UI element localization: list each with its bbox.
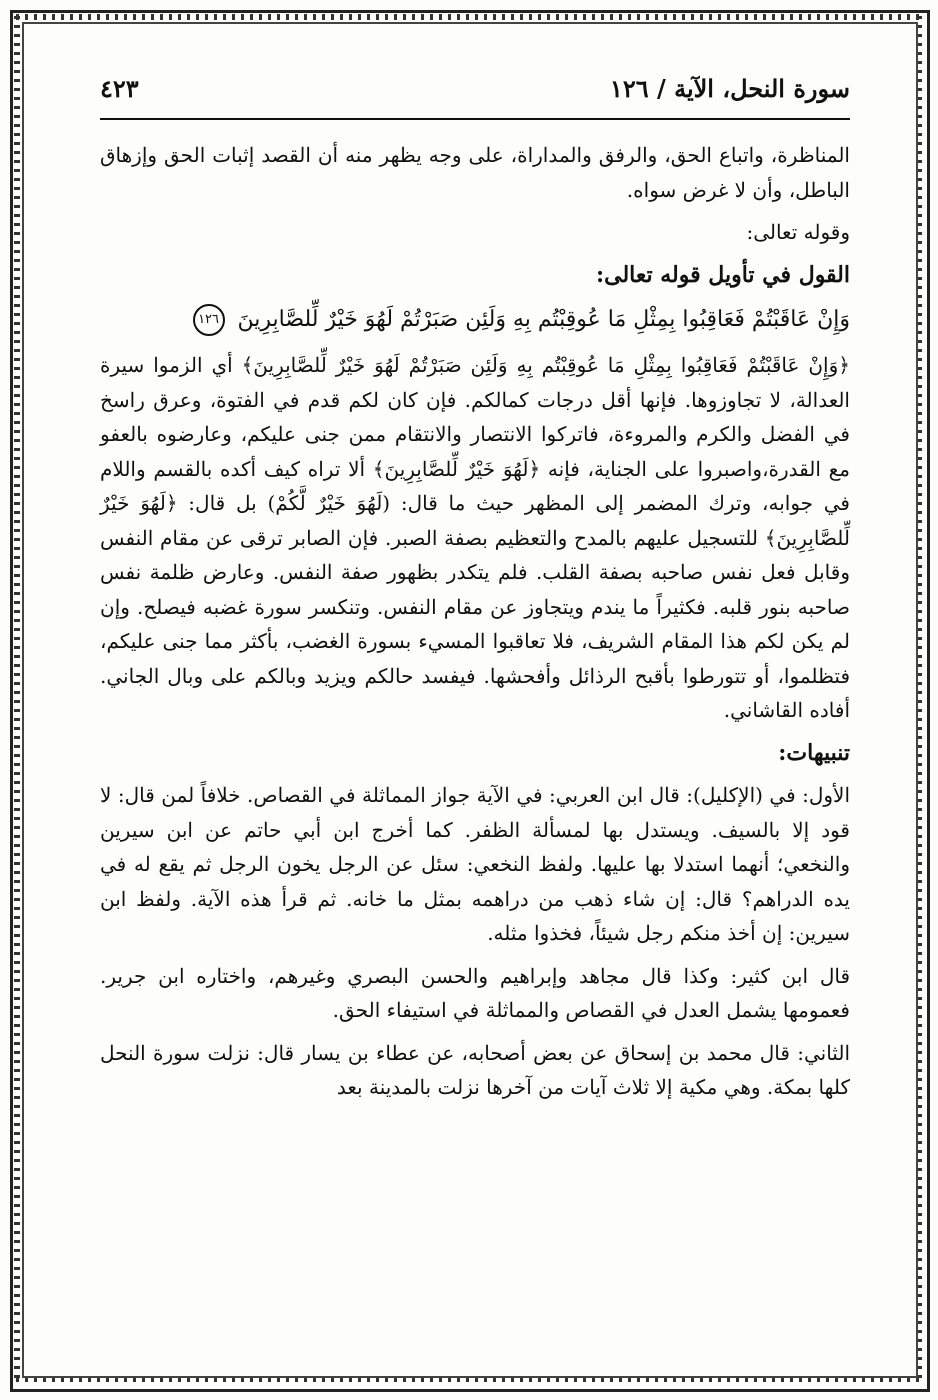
paragraph-tafsir: ﴿وَإِنْ عَاقَبْتُمْ فَعَاقِبُوا بِمِثْلِ مَا عُوقِبْتُم بِهِ وَلَئِن صَبَرْتُمْ لَهُوَ خَيْرٌ لِّلصَّابِرِينَ﴾ أي الزموا سيرة العدالة، لا تجاوزوها. فإنها أقل درجات كمالكم. فإن كان لكم قدم في الفتوة، وعرق راسخ في الفضل والكرم والمروءة، فاتركوا الانتصار والانتقام ممن جنى عليكم، وعارضوه بالعفو مع القدرة،واصبروا على الجناية، فإنه ﴿لَهُوَ خَيْرٌ لِّلصَّابِرِينَ﴾ ألا تراه كيف أكده بالقسم واللام في جوابه، وترك المضمر إلى المظهر حيث ما قال: (لَهُوَ خَيْرٌ لَّكُمْ) بل قال: ﴿لَهُوَ خَيْرٌ لِّلصَّابِرِينَ﴾ للتسجيل عليهم بالمدح والتعظيم بصفة الصبر. فإن الصابر ترقى عن مقام النفس وقابل فعل نفس صاحبه بصفة القلب. فلم يتكدر بظهور صفة النفس. وعارض ظلمة نفس صاحبه بنور قلبه. فكثيراً ما يندم ويتجاوز عن مقام النفس. وتنكسر سورة غضبه فيصلح. وإن لم يكن لكم هذا المقام الشريف، فلا تعاقبوا المسيء بسورة الغضب، بأكثر مما جنى عليكم، فتظلموا، أو تتورطوا بأقبح الرذائل وأفحشها. فيفسد حالكم ويزيد وبالكم على وبال الجاني. أفاده القاشاني. <box>100 353 850 722</box>
section-heading: القول في تأويل قوله تعالى: <box>596 261 850 288</box>
notes-heading: تنبيهات: <box>778 739 850 766</box>
paragraph-ibn-kathir: قال ابن كثير: وكذا قال مجاهد وإبراهيم والحسن البصري وغيرهم، واختاره ابن جرير. فعمومها يشمل العدل في القصاص والمماثلة في استيفاء الحق. <box>100 963 850 1022</box>
page-number: ٤٢٣ <box>100 74 139 103</box>
paragraph-second-note: الثاني: قال محمد بن إسحاق عن بعض أصحابه، عن عطاء بن يسار قال: نزلت سورة النحل كلها بمكة. وهي مكية إلا ثلاث آيات من آخرها نزلت بالمدينة بعد <box>100 1040 850 1099</box>
paragraph-first-note: الأول: في (الإكليل): قال ابن العربي: في الآية جواز المماثلة في القصاص. خلافاً لمن قال: لا قود إلا بالسيف. ويستدل بها لمسألة الظفر. كما أخرج ابن أبي حاتم عن ابن سيرين والنخعي؛ أنهما استدلا بها عليها. ولفظ النخعي: سئل عن الرجل يخون الرجل ثم يقع له في يده الدراهم؟ قال: إن شاء ذهب من دراهمه بمثل ما خانه. ثم قرأ هذه الآية. ولفظ ابن سيرين: إن أخذ منكم رجل شيئاً، فخذوا مثله. <box>100 783 850 945</box>
paragraph-continuation: المناظرة، واتباع الحق، والرفق والمداراة، على وجه يظهر منه أن القصد إثبات الحق وإزهاق الباطل، وأن لا غرض سواه. <box>100 143 850 202</box>
quran-verse <box>100 300 850 340</box>
page-body <box>100 138 850 1113</box>
verse-number-icon: ١٢٦ <box>193 304 225 336</box>
running-title: سورة النحل، الآية / ١٢٦ <box>609 74 850 103</box>
verse-text: وَإِنْ عَاقَبْتُمْ فَعَاقِبُوا بِمِثْلِ مَا عُوقِبْتُم بِهِ وَلَئِن صَبَرْتُمْ لَهُوَ خَيْرٌ لِّلصَّابِرِينَ <box>237 307 850 332</box>
page-header <box>100 70 850 120</box>
paragraph-intro: وقوله تعالى: <box>746 220 850 244</box>
